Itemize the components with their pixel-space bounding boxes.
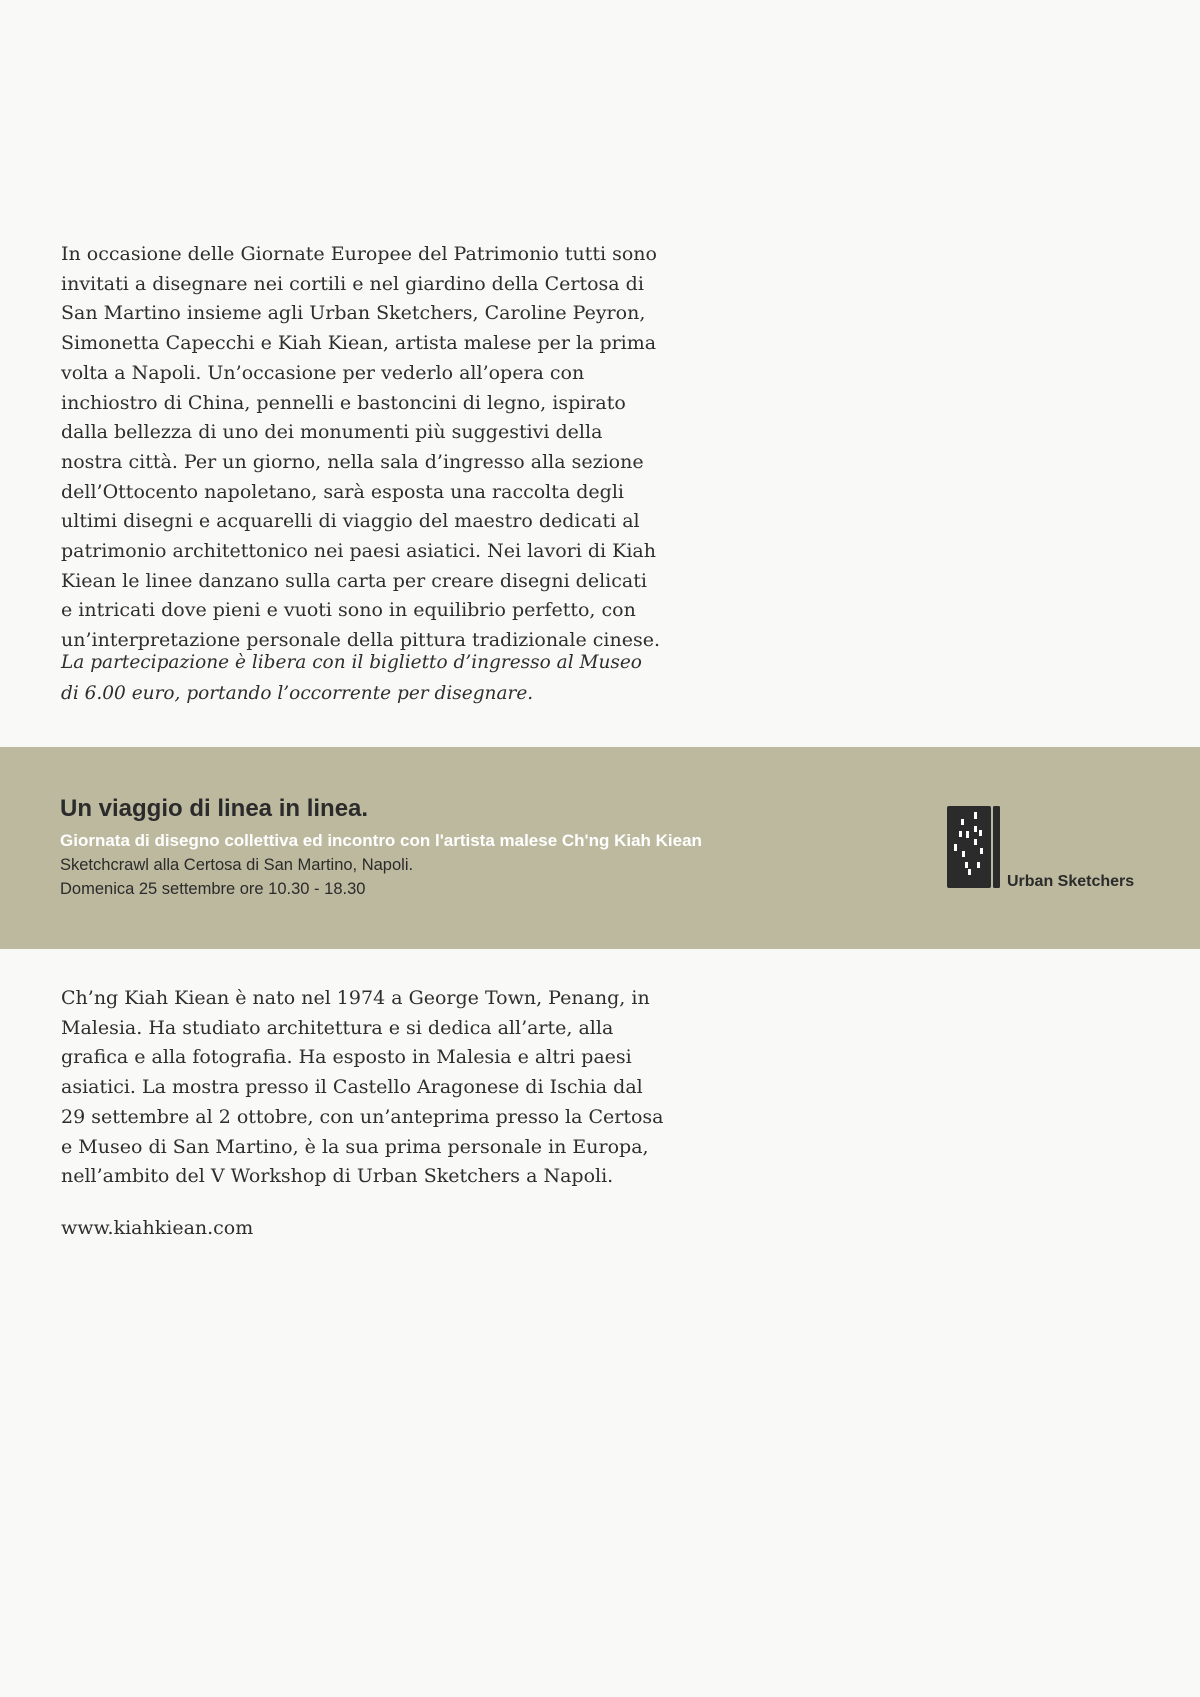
admission-note: La partecipazione è libera con il biglietto d’ingresso al Museo di 6.00 euro, portando l’occorrente per disegnare. [61, 652, 642, 704]
artist-bio: Ch’ng Kiah Kiean è nato nel 1974 a George Town, Penang, in Malesia. Ha studiato architettura e si dedica all’arte, alla grafica e alla fotografia. Ha esposto in Malesia e altri paesi asiatici. La mostra presso il Castello Aragonese di Ischia dal 29 settembre al 2 ottobre, con un’anteprima presso la Certosa e Museo di San Martino, è la sua prima personale in Europa, nell’ambito del V Workshop di Urban Sketchers a Napoli. [61, 987, 664, 1188]
event-subtitle: Giornata di disegno collettiva ed incontro con l'artista malese Ch'ng Kiah Kiean [60, 831, 702, 850]
event-date: Domenica 25 settembre ore 10.30 - 18.30 [60, 880, 366, 898]
event-location: Sketchcrawl alla Certosa di San Martino, Napoli. [60, 856, 414, 874]
event-title: Un viaggio di linea in linea. [60, 795, 369, 822]
intro-paragraph: In occasione delle Giornate Europee del Patrimonio tutti sono invitati a disegnare nei cortili e nel giardino della Certosa di San Martino insieme agli Urban Sketchers, Caroline Peyron, Simonetta Capecchi e Kiah Kiean, artista malese per la prima volta a Napoli. Un’occasione per vederlo all’opera con inchiostro di China, pennelli e bastoncini di legno, ispirato dalla bellezza di uno dei monumenti più suggestivi della nostra città. Per un giorno, nella sala d’ingresso alla sezione dell’Ottocento napoletano, sarà esposta una raccolta degli ultimi disegni e acquarelli di viaggio del maestro dedicati al patrimonio architettonico nei paesi asiatici. Nei lavori di Kiah Kiean le linee danzano sulla carta per creare disegni delicati e intricati dove pieni e vuoti sono in equilibrio perfetto, con un’interpretazione personale della pittura tradizionale cinese. [61, 243, 660, 652]
urban-sketchers-logo-text: Urban Sketchers [1007, 873, 1135, 890]
urban-sketchers-building-icon [947, 806, 1007, 892]
website-link[interactable]: www.kiahkiean.com [61, 1217, 254, 1239]
